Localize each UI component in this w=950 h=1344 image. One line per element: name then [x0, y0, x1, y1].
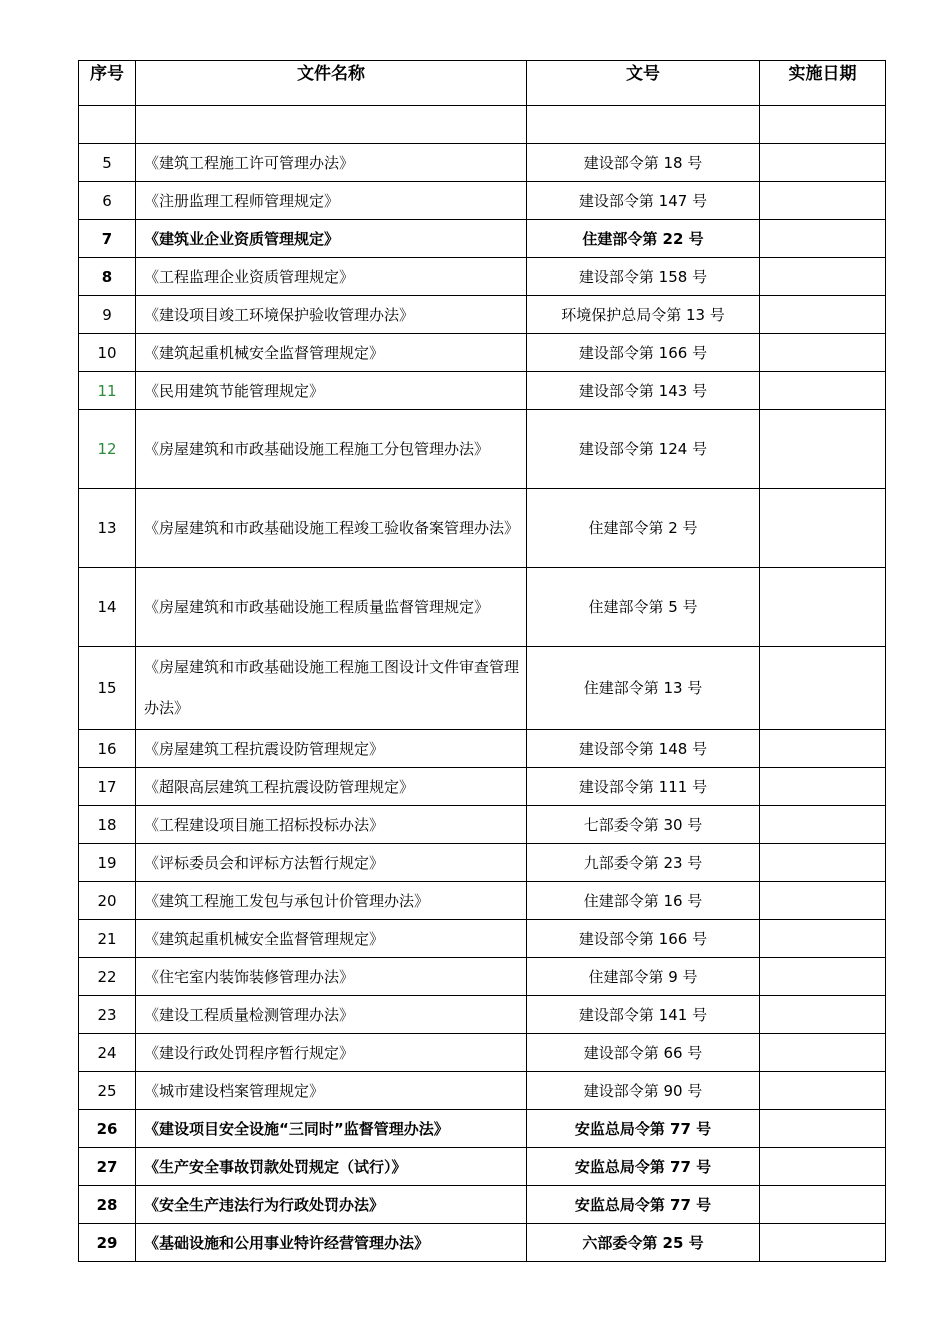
cell-name: 《建设项目安全设施“三同时”监督管理办法》 — [136, 1110, 527, 1148]
cell-name: 《建筑工程施工发包与承包计价管理办法》 — [136, 882, 527, 920]
cell-date — [760, 410, 886, 489]
cell-name: 《民用建筑节能管理规定》 — [136, 372, 527, 410]
table-row — [79, 568, 886, 647]
cell-name: 《基础设施和公用事业特许经营管理办法》 — [136, 1224, 527, 1262]
cell-seq: 11 — [79, 372, 136, 410]
cell-seq: 14 — [79, 568, 136, 647]
cell-name: 《建设行政处罚程序暂行规定》 — [136, 1034, 527, 1072]
table-row — [79, 220, 886, 258]
cell-date — [760, 182, 886, 220]
header-date: 实施日期 — [760, 61, 886, 106]
cell-date — [760, 334, 886, 372]
cell-doc: 建设部令第 143 号 — [527, 372, 760, 410]
table-row — [79, 144, 886, 182]
cell-date — [760, 882, 886, 920]
table-row — [79, 334, 886, 372]
table-row — [79, 996, 886, 1034]
cell-date — [760, 220, 886, 258]
cell-doc: 建设部令第 90 号 — [527, 1072, 760, 1110]
cell-name: 《安全生产违法行为行政处罚办法》 — [136, 1186, 527, 1224]
cell-seq — [79, 106, 136, 144]
cell-date — [760, 489, 886, 568]
cell-date — [760, 1110, 886, 1148]
cell-doc: 住建部令第 13 号 — [527, 647, 760, 730]
cell-doc: 建设部令第 166 号 — [527, 920, 760, 958]
cell-date — [760, 647, 886, 730]
cell-date — [760, 296, 886, 334]
cell-doc: 建设部令第 166 号 — [527, 334, 760, 372]
cell-doc: 建设部令第 18 号 — [527, 144, 760, 182]
cell-seq: 13 — [79, 489, 136, 568]
table-row — [79, 806, 886, 844]
header-doc: 文号 — [527, 61, 760, 106]
cell-date — [760, 996, 886, 1034]
cell-name: 《建设项目竣工环境保护验收管理办法》 — [136, 296, 527, 334]
cell-name: 《建筑工程施工许可管理办法》 — [136, 144, 527, 182]
table-row — [79, 1186, 886, 1224]
cell-doc: 建设部令第 141 号 — [527, 996, 760, 1034]
cell-seq: 25 — [79, 1072, 136, 1110]
table-header-row — [79, 61, 886, 106]
cell-doc: 住建部令第 16 号 — [527, 882, 760, 920]
cell-seq: 28 — [79, 1186, 136, 1224]
cell-name: 《房屋建筑和市政基础设施工程质量监督管理规定》 — [136, 568, 527, 647]
cell-date — [760, 1148, 886, 1186]
cell-seq: 15 — [79, 647, 136, 730]
table-row — [79, 768, 886, 806]
cell-seq: 10 — [79, 334, 136, 372]
cell-doc: 住建部令第 22 号 — [527, 220, 760, 258]
cell-name: 《注册监理工程师管理规定》 — [136, 182, 527, 220]
cell-date — [760, 568, 886, 647]
cell-doc: 环境保护总局令第 13 号 — [527, 296, 760, 334]
cell-doc: 安监总局令第 77 号 — [527, 1110, 760, 1148]
cell-seq: 12 — [79, 410, 136, 489]
cell-doc — [527, 106, 760, 144]
cell-name: 《城市建设档案管理规定》 — [136, 1072, 527, 1110]
cell-seq: 9 — [79, 296, 136, 334]
table-row — [79, 730, 886, 768]
cell-seq: 7 — [79, 220, 136, 258]
table-row — [79, 372, 886, 410]
cell-seq: 29 — [79, 1224, 136, 1262]
cell-date — [760, 144, 886, 182]
cell-doc: 建设部令第 147 号 — [527, 182, 760, 220]
table-row — [79, 182, 886, 220]
cell-date — [760, 1034, 886, 1072]
cell-name: 《建设工程质量检测管理办法》 — [136, 996, 527, 1034]
header-seq: 序号 — [79, 61, 136, 106]
table-row — [79, 1034, 886, 1072]
table-row — [79, 489, 886, 568]
cell-doc: 建设部令第 111 号 — [527, 768, 760, 806]
cell-name: 《建筑起重机械安全监督管理规定》 — [136, 920, 527, 958]
cell-name: 《建筑业企业资质管理规定》 — [136, 220, 527, 258]
cell-date — [760, 1072, 886, 1110]
cell-name: 《超限高层建筑工程抗震设防管理规定》 — [136, 768, 527, 806]
table-row — [79, 882, 886, 920]
cell-seq: 16 — [79, 730, 136, 768]
cell-name: 《生产安全事故罚款处罚规定（试行）》 — [136, 1148, 527, 1186]
cell-seq: 18 — [79, 806, 136, 844]
table-row — [79, 958, 886, 996]
cell-date — [760, 730, 886, 768]
cell-name: 《建筑起重机械安全监督管理规定》 — [136, 334, 527, 372]
cell-seq: 21 — [79, 920, 136, 958]
cell-name: 《房屋建筑和市政基础设施工程施工分包管理办法》 — [136, 410, 527, 489]
cell-seq: 22 — [79, 958, 136, 996]
cell-doc: 建设部令第 124 号 — [527, 410, 760, 489]
cell-date — [760, 372, 886, 410]
table-row — [79, 1148, 886, 1186]
cell-date — [760, 1186, 886, 1224]
cell-doc: 九部委令第 23 号 — [527, 844, 760, 882]
cell-doc: 安监总局令第 77 号 — [527, 1148, 760, 1186]
document-page — [78, 60, 885, 1262]
cell-name: 《房屋建筑和市政基础设施工程竣工验收备案管理办法》 — [136, 489, 527, 568]
cell-doc: 住建部令第 5 号 — [527, 568, 760, 647]
table-row — [79, 296, 886, 334]
cell-doc: 建设部令第 66 号 — [527, 1034, 760, 1072]
cell-seq: 23 — [79, 996, 136, 1034]
table-row — [79, 647, 886, 730]
cell-date — [760, 920, 886, 958]
table-row — [79, 1110, 886, 1148]
cell-name: 《评标委员会和评标方法暂行规定》 — [136, 844, 527, 882]
cell-seq: 17 — [79, 768, 136, 806]
cell-date — [760, 1224, 886, 1262]
cell-name: 《住宅室内装饰装修管理办法》 — [136, 958, 527, 996]
cell-seq: 19 — [79, 844, 136, 882]
cell-name: 《房屋建筑工程抗震设防管理规定》 — [136, 730, 527, 768]
cell-seq: 6 — [79, 182, 136, 220]
cell-name: 《工程监理企业资质管理规定》 — [136, 258, 527, 296]
cell-seq: 27 — [79, 1148, 136, 1186]
cell-seq: 20 — [79, 882, 136, 920]
cell-doc: 建设部令第 158 号 — [527, 258, 760, 296]
table-row — [79, 1224, 886, 1262]
cell-doc: 建设部令第 148 号 — [527, 730, 760, 768]
cell-seq: 24 — [79, 1034, 136, 1072]
cell-doc: 住建部令第 9 号 — [527, 958, 760, 996]
cell-date — [760, 258, 886, 296]
regulations-table — [78, 60, 886, 1262]
table-row — [79, 410, 886, 489]
cell-name: 《房屋建筑和市政基础设施工程施工图设计文件审查管理办法》 — [136, 647, 527, 730]
cell-seq: 26 — [79, 1110, 136, 1148]
cell-date — [760, 958, 886, 996]
cell-date — [760, 806, 886, 844]
header-name: 文件名称 — [136, 61, 527, 106]
cell-date — [760, 844, 886, 882]
cell-date — [760, 106, 886, 144]
cell-doc: 安监总局令第 77 号 — [527, 1186, 760, 1224]
table-row — [79, 106, 886, 144]
table-row — [79, 844, 886, 882]
table-row — [79, 258, 886, 296]
cell-doc: 七部委令第 30 号 — [527, 806, 760, 844]
cell-seq: 8 — [79, 258, 136, 296]
table-row — [79, 1072, 886, 1110]
cell-name — [136, 106, 527, 144]
table-row — [79, 920, 886, 958]
cell-seq: 5 — [79, 144, 136, 182]
cell-date — [760, 768, 886, 806]
cell-doc: 六部委令第 25 号 — [527, 1224, 760, 1262]
cell-doc: 住建部令第 2 号 — [527, 489, 760, 568]
cell-name: 《工程建设项目施工招标投标办法》 — [136, 806, 527, 844]
